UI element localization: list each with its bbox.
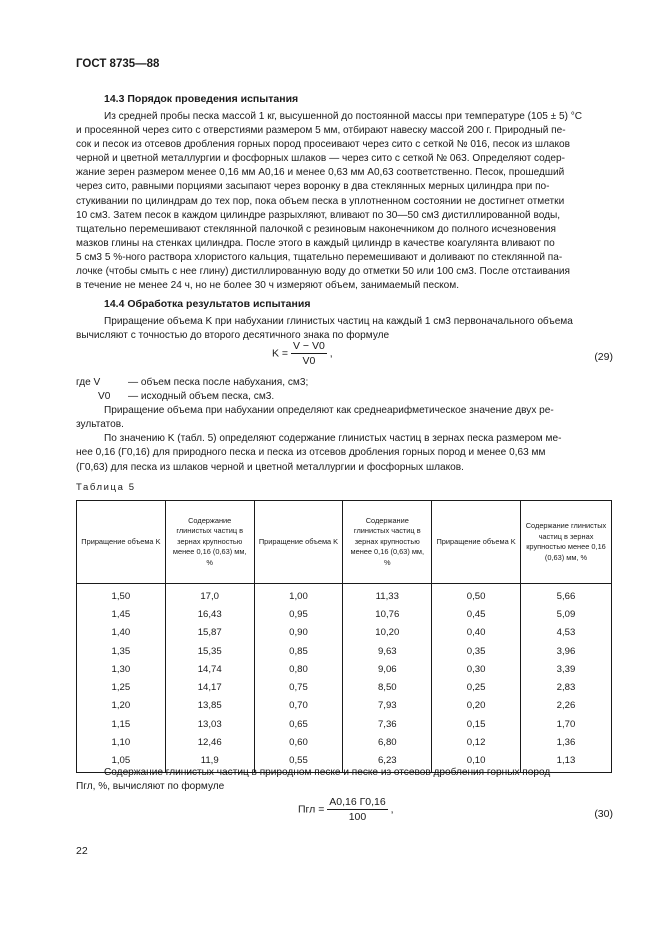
text-line: жание зерен размером менее 0,16 мм A0,16 и менее 0,63 мм A0,63 соответственно. Песок, прошедший	[76, 167, 565, 179]
formula-lhs: K =	[272, 347, 289, 360]
text-line: вычисляют с точностью до второго десятичного знака по формуле	[76, 330, 390, 342]
where-description: — объем песка после набухания, см3;	[128, 377, 309, 388]
equation-number-29: (29)	[594, 351, 613, 363]
table-cell: 14,17	[165, 678, 254, 696]
table-cell: 0,30	[432, 660, 521, 678]
table-row	[77, 642, 612, 660]
table-cell: 17,0	[165, 584, 254, 606]
table-row	[77, 660, 612, 678]
where-item	[76, 376, 612, 390]
where-item	[76, 390, 612, 404]
section-14-4-intro	[76, 315, 612, 343]
table-cell: 10,20	[343, 624, 432, 642]
table-cell: 15,87	[165, 624, 254, 642]
table-cell: 7,36	[343, 715, 432, 733]
table-cell: 0,20	[432, 697, 521, 715]
header-increment: Приращение объема K	[432, 501, 521, 584]
table-cell: 5,66	[520, 584, 611, 606]
header-content: Содержание глинистых частиц в зернах крупностью менее 0,16 (0,63) мм, %	[165, 501, 254, 584]
section-14-3-text	[76, 110, 612, 293]
header-increment: Приращение объема K	[254, 501, 343, 584]
table-cell: 3,96	[520, 642, 611, 660]
text-line: Содержание глинистых частиц в природном песке и песке из отсевов дробления горных пород	[104, 767, 551, 778]
where-symbol: V0	[98, 391, 111, 403]
formula-fraction	[291, 340, 327, 367]
text-line: черной и цветной металлургии и фосфорных шлаков — через сито с сеткой № 063. Определяют содер-	[76, 153, 566, 165]
text-line: и просеянной через сито с отверстиями размером 5 мм, отбирают навеску массой 200 г. Природный пе-	[76, 125, 566, 137]
formula-30	[298, 796, 394, 823]
table-body	[77, 584, 612, 773]
formula-29	[272, 340, 333, 367]
table-cell: 1,70	[520, 715, 611, 733]
table-cell: 13,03	[165, 715, 254, 733]
table-cell: 5,09	[520, 605, 611, 623]
where-description: — исходный объем песка, см3.	[128, 391, 275, 403]
text-line: в течение не менее 24 ч, но не более 30 ч измеряют объем, занимаемый песком.	[76, 280, 460, 292]
table-cell: 0,15	[432, 715, 521, 733]
table-cell: 1,35	[77, 642, 166, 660]
table-cell: 11,33	[343, 584, 432, 606]
table-row	[77, 605, 612, 623]
table-cell: 1,00	[254, 584, 343, 606]
table-cell: 6,80	[343, 733, 432, 751]
where-block	[76, 376, 612, 475]
table-cell: 0,40	[432, 624, 521, 642]
text-line: Приращение объема при набухании определяют как среднеарифметическое значение двух ре-	[104, 405, 554, 417]
fraction-numerator: A0,16 Г0,16	[329, 796, 386, 808]
table-cell: 9,63	[343, 642, 432, 660]
table-cell: 0,50	[432, 584, 521, 606]
formula-tail: ,	[329, 347, 333, 360]
table-cell: 12,46	[165, 733, 254, 751]
text-line: Приращение объема K при набухании глинистых частиц на каждый 1 см3 первоначального объема	[104, 316, 573, 327]
text-line: тщательно перемешивают стеклянной палочкой с резиновым наконечником до полного исчезновения	[76, 223, 556, 235]
table-row	[77, 697, 612, 715]
text-line: через сито, равными порциями засыпают через воронку в два стеклянных мерных цилиндра при по-	[76, 181, 550, 193]
table-cell: 0,80	[254, 660, 343, 678]
table-row	[77, 584, 612, 606]
text-line: 10 см3. Затем песок в каждом цилиндре разрыхляют, вливают по 30—50 см3 дистиллированной воды,	[76, 209, 561, 221]
text-line: лочке (чтобы смыть с нее глину) дистиллированную воду до отметки 50 или 100 см3. После отстаивания	[76, 266, 570, 278]
table-caption: Таблица 5	[76, 482, 136, 493]
table-cell: 0,75	[254, 678, 343, 696]
table-cell: 0,12	[432, 733, 521, 751]
table-cell: 0,25	[432, 678, 521, 696]
table-cell: 14,74	[165, 660, 254, 678]
text-line: По значению K (табл. 5) определяют содержание глинистых частиц в зернах песка размером ме-	[104, 433, 562, 445]
header-content: Содержание глинистых частиц в зернах крупностью менее 0,16 (0,63) мм, %	[343, 501, 432, 584]
table-row	[77, 678, 612, 696]
standard-code-header: ГОСТ 8735—88	[76, 58, 160, 70]
table-cell: 0,95	[254, 605, 343, 623]
table-cell: 0,65	[254, 715, 343, 733]
table-cell: 0,45	[432, 605, 521, 623]
table-cell: 0,55	[254, 752, 343, 773]
where-symbol: где V	[76, 377, 101, 388]
table-cell: 2,83	[520, 678, 611, 696]
fraction-numerator: V − V0	[292, 340, 325, 352]
table-cell: 16,43	[165, 605, 254, 623]
text-line: 5 см3 5 %-ного раствора хлористого кальция, тщательно перемешивают и доливают по стеклянной па-	[76, 251, 563, 263]
table-cell: 8,50	[343, 678, 432, 696]
header-increment: Приращение объема K	[77, 501, 166, 584]
table-row	[77, 733, 612, 751]
text-line: зультатов.	[76, 419, 124, 431]
table-cell: 1,10	[77, 733, 166, 751]
table-cell: 6,23	[343, 752, 432, 773]
table-cell: 1,36	[520, 733, 611, 751]
table-cell: 1,40	[77, 624, 166, 642]
text-line: мазков глины на стенках цилиндра. После этого в каждый цилиндр в качестве коагулянта вливают по	[76, 237, 555, 249]
table-row	[77, 624, 612, 642]
table-cell: 0,85	[254, 642, 343, 660]
table-cell: 1,13	[520, 752, 611, 773]
equation-number-30: (30)	[594, 808, 613, 820]
text-line: Пгл, %, вычисляют по формуле	[76, 781, 225, 793]
table-cell: 1,20	[77, 697, 166, 715]
table-cell: 1,30	[77, 660, 166, 678]
table-cell: 0,60	[254, 733, 343, 751]
table-cell: 1,05	[77, 752, 166, 773]
table-row	[77, 715, 612, 733]
text-line: (Г0,63) для песка из шлаков черной и цветной металлургии и фосфорных шлаков.	[76, 461, 464, 473]
text-line: Из средней пробы песка массой 1 кг, высушенной до постоянной массы при температуре (105 ± 5) °С	[104, 111, 583, 122]
page-number: 22	[76, 845, 88, 857]
text-line: сок и песок из отсевов дробления горных пород просеивают через сито с сеткой № 016, песок из шлаков	[76, 139, 571, 151]
table-cell: 3,39	[520, 660, 611, 678]
section-14-3-title: 14.3 Порядок проведения испытания	[104, 93, 299, 105]
table-cell: 4,53	[520, 624, 611, 642]
text-line: нее 0,16 (Г0,16) для природного песка и песка из отсевов дробления горных пород и менее 0,63 мм	[76, 447, 546, 459]
table-cell: 0,35	[432, 642, 521, 660]
fraction-denominator: 100	[348, 811, 367, 823]
table-cell: 11,9	[165, 752, 254, 773]
table-cell: 0,90	[254, 624, 343, 642]
section-14-4-title: 14.4 Обработка результатов испытания	[104, 298, 311, 310]
formula-fraction	[327, 796, 387, 823]
table-cell: 1,50	[77, 584, 166, 606]
table-5	[76, 500, 612, 773]
table-cell: 0,10	[432, 752, 521, 773]
table-cell: 9,06	[343, 660, 432, 678]
table-cell: 7,93	[343, 697, 432, 715]
table-cell: 13,85	[165, 697, 254, 715]
table-cell: 15,35	[165, 642, 254, 660]
formula-tail: ,	[390, 803, 394, 816]
header-content: Содержание глинистых частиц в зернах крупностью менее 0,16 (0,63) мм, %	[520, 501, 611, 584]
table-header-row	[77, 501, 612, 584]
table-cell: 1,25	[77, 678, 166, 696]
table-cell: 2,26	[520, 697, 611, 715]
text-line: стукивании по цилиндрам до тех пор, пока объем песка в уплотненном состоянии не достигнет отметки	[76, 195, 565, 207]
fraction-denominator: V0	[302, 355, 316, 367]
closing-text	[76, 766, 612, 794]
table-cell: 0,70	[254, 697, 343, 715]
table-cell: 10,76	[343, 605, 432, 623]
table-cell: 1,45	[77, 605, 166, 623]
table-cell: 1,15	[77, 715, 166, 733]
formula-lhs: Пгл =	[298, 803, 325, 816]
